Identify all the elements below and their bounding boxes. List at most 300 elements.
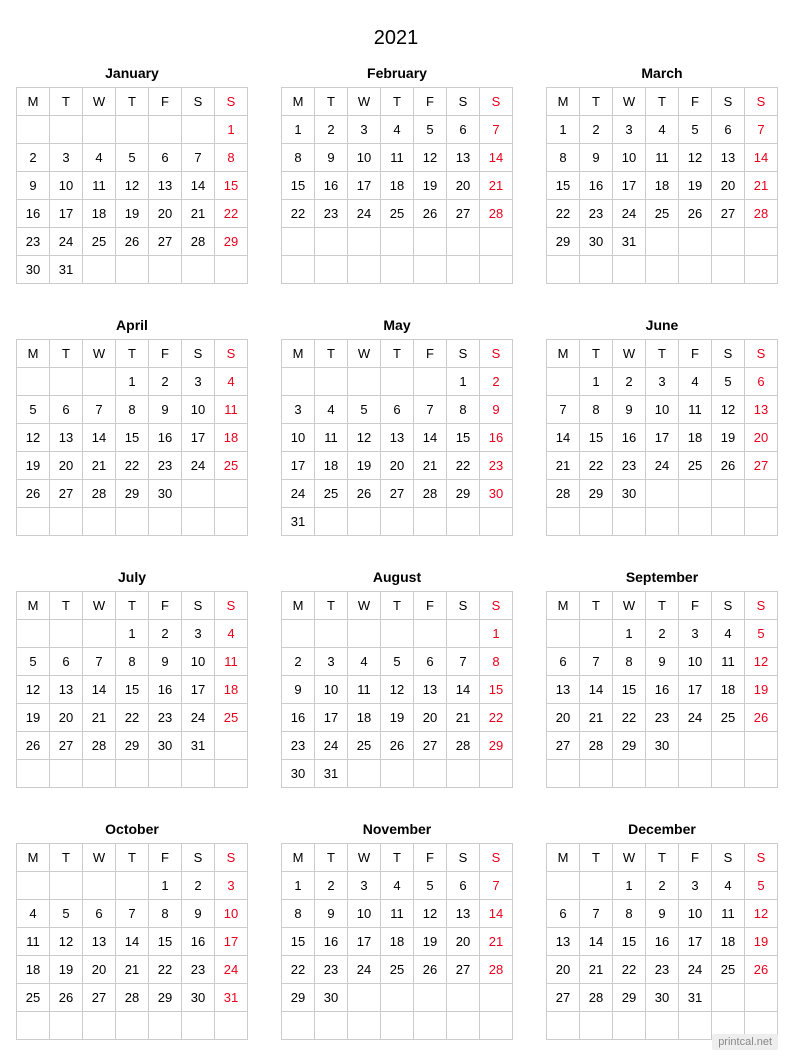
empty-cell — [381, 368, 414, 396]
weekday-header: M — [547, 88, 580, 116]
day-cell: 22 — [282, 200, 315, 228]
day-cell: 11 — [712, 900, 745, 928]
day-cell: 29 — [116, 732, 149, 760]
day-cell: 4 — [646, 116, 679, 144]
day-cell: 2 — [613, 368, 646, 396]
day-cell: 17 — [50, 200, 83, 228]
day-cell: 5 — [414, 116, 447, 144]
weekday-header: S — [745, 340, 778, 368]
day-cell: 15 — [613, 928, 646, 956]
day-cell: 12 — [116, 172, 149, 200]
empty-cell — [745, 732, 778, 760]
day-cell: 19 — [414, 928, 447, 956]
day-cell: 3 — [315, 648, 348, 676]
empty-cell — [381, 1012, 414, 1040]
empty-cell — [348, 508, 381, 536]
day-cell: 20 — [50, 704, 83, 732]
day-cell: 4 — [348, 648, 381, 676]
weekday-header: T — [315, 340, 348, 368]
weekday-header: M — [282, 844, 315, 872]
empty-cell — [282, 620, 315, 648]
empty-cell — [116, 116, 149, 144]
day-cell: 13 — [712, 144, 745, 172]
weekday-header: S — [712, 340, 745, 368]
day-cell: 16 — [646, 676, 679, 704]
day-cell: 21 — [83, 452, 116, 480]
day-cell: 2 — [282, 648, 315, 676]
day-cell: 26 — [745, 704, 778, 732]
empty-cell — [679, 256, 712, 284]
day-cell: 20 — [547, 956, 580, 984]
day-cell: 20 — [447, 928, 480, 956]
day-cell: 16 — [646, 928, 679, 956]
day-cell: 31 — [50, 256, 83, 284]
month-november — [281, 817, 513, 1040]
day-cell: 1 — [547, 116, 580, 144]
day-cell: 21 — [116, 956, 149, 984]
day-cell: 25 — [215, 452, 248, 480]
day-cell: 1 — [613, 872, 646, 900]
day-cell: 12 — [50, 928, 83, 956]
empty-cell — [547, 256, 580, 284]
day-cell: 3 — [348, 116, 381, 144]
day-cell: 27 — [447, 956, 480, 984]
weekday-header: F — [414, 340, 447, 368]
day-cell: 15 — [547, 172, 580, 200]
day-cell: 20 — [381, 452, 414, 480]
empty-cell — [712, 760, 745, 788]
weekday-header: S — [712, 88, 745, 116]
empty-cell — [414, 984, 447, 1012]
day-cell: 30 — [182, 984, 215, 1012]
day-cell: 19 — [712, 424, 745, 452]
day-cell: 25 — [712, 704, 745, 732]
day-cell: 27 — [50, 480, 83, 508]
empty-cell — [646, 760, 679, 788]
empty-cell — [83, 620, 116, 648]
day-cell: 16 — [149, 424, 182, 452]
empty-cell — [480, 228, 513, 256]
day-cell: 13 — [149, 172, 182, 200]
day-cell: 9 — [646, 648, 679, 676]
day-cell: 2 — [646, 620, 679, 648]
empty-cell — [679, 508, 712, 536]
day-cell: 4 — [381, 116, 414, 144]
day-cell: 2 — [646, 872, 679, 900]
day-cell: 12 — [414, 900, 447, 928]
empty-cell — [215, 760, 248, 788]
day-cell: 12 — [17, 676, 50, 704]
day-cell: 22 — [613, 704, 646, 732]
empty-cell — [414, 508, 447, 536]
day-cell: 14 — [580, 928, 613, 956]
day-cell: 10 — [182, 396, 215, 424]
day-cell: 15 — [480, 676, 513, 704]
day-cell: 11 — [381, 144, 414, 172]
day-cell: 24 — [50, 228, 83, 256]
day-cell: 20 — [745, 424, 778, 452]
month-october — [16, 817, 248, 1040]
day-cell: 10 — [315, 676, 348, 704]
empty-cell — [83, 760, 116, 788]
month-days-grid — [281, 591, 513, 788]
day-cell: 5 — [116, 144, 149, 172]
day-cell: 28 — [182, 228, 215, 256]
month-name: May — [383, 317, 411, 333]
day-cell: 9 — [646, 900, 679, 928]
day-cell: 1 — [282, 872, 315, 900]
day-cell: 14 — [447, 676, 480, 704]
empty-cell — [17, 116, 50, 144]
empty-cell — [116, 1012, 149, 1040]
day-cell: 19 — [50, 956, 83, 984]
day-cell: 26 — [381, 732, 414, 760]
day-cell: 10 — [182, 648, 215, 676]
weekday-header: T — [315, 88, 348, 116]
day-cell: 15 — [282, 172, 315, 200]
weekday-header: T — [646, 844, 679, 872]
day-cell: 1 — [282, 116, 315, 144]
empty-cell — [17, 508, 50, 536]
month-january — [16, 61, 248, 284]
day-cell: 18 — [712, 676, 745, 704]
empty-cell — [381, 256, 414, 284]
day-cell: 2 — [182, 872, 215, 900]
day-cell: 16 — [613, 424, 646, 452]
empty-cell — [447, 256, 480, 284]
day-cell: 29 — [547, 228, 580, 256]
weekday-header: S — [447, 340, 480, 368]
day-cell: 22 — [116, 704, 149, 732]
day-cell: 7 — [580, 900, 613, 928]
day-cell: 8 — [547, 144, 580, 172]
day-cell: 7 — [182, 144, 215, 172]
weekday-header: T — [50, 592, 83, 620]
day-cell: 7 — [83, 648, 116, 676]
empty-cell — [613, 760, 646, 788]
day-cell: 16 — [315, 928, 348, 956]
empty-cell — [679, 760, 712, 788]
empty-cell — [712, 256, 745, 284]
day-cell: 19 — [414, 172, 447, 200]
day-cell: 27 — [50, 732, 83, 760]
month-name: December — [628, 821, 696, 837]
day-cell: 24 — [613, 200, 646, 228]
weekday-header: S — [745, 88, 778, 116]
month-days-grid — [16, 87, 248, 284]
day-cell: 24 — [646, 452, 679, 480]
day-cell: 26 — [712, 452, 745, 480]
day-cell: 2 — [315, 872, 348, 900]
day-cell: 15 — [149, 928, 182, 956]
empty-cell — [414, 620, 447, 648]
day-cell: 18 — [381, 928, 414, 956]
empty-cell — [348, 1012, 381, 1040]
day-cell: 6 — [547, 900, 580, 928]
day-cell: 31 — [315, 760, 348, 788]
day-cell: 12 — [414, 144, 447, 172]
day-cell: 18 — [315, 452, 348, 480]
day-cell: 1 — [215, 116, 248, 144]
weekday-header: F — [679, 592, 712, 620]
empty-cell — [149, 1012, 182, 1040]
weekday-header: F — [149, 844, 182, 872]
day-cell: 23 — [282, 732, 315, 760]
month-days-grid — [16, 339, 248, 536]
day-cell: 27 — [547, 984, 580, 1012]
day-cell: 5 — [17, 648, 50, 676]
day-cell: 23 — [149, 704, 182, 732]
day-cell: 22 — [149, 956, 182, 984]
day-cell: 27 — [745, 452, 778, 480]
weekday-header: T — [116, 88, 149, 116]
empty-cell — [381, 760, 414, 788]
month-days-grid — [16, 843, 248, 1040]
day-cell: 27 — [712, 200, 745, 228]
day-cell: 24 — [215, 956, 248, 984]
weekday-header: M — [282, 340, 315, 368]
day-cell: 18 — [215, 424, 248, 452]
day-cell: 26 — [745, 956, 778, 984]
day-cell: 20 — [447, 172, 480, 200]
weekday-header: M — [547, 844, 580, 872]
day-cell: 5 — [17, 396, 50, 424]
day-cell: 14 — [745, 144, 778, 172]
day-cell: 1 — [116, 620, 149, 648]
day-cell: 9 — [613, 396, 646, 424]
weekday-header: T — [50, 340, 83, 368]
empty-cell — [182, 116, 215, 144]
day-cell: 23 — [580, 200, 613, 228]
day-cell: 18 — [215, 676, 248, 704]
day-cell: 18 — [83, 200, 116, 228]
day-cell: 13 — [50, 424, 83, 452]
day-cell: 18 — [646, 172, 679, 200]
day-cell: 10 — [348, 144, 381, 172]
month-days-grid — [546, 339, 778, 536]
weekday-header: F — [414, 844, 447, 872]
empty-cell — [447, 1012, 480, 1040]
empty-cell — [348, 368, 381, 396]
day-cell: 12 — [745, 900, 778, 928]
day-cell: 23 — [315, 956, 348, 984]
weekday-header: M — [17, 340, 50, 368]
day-cell: 13 — [547, 676, 580, 704]
day-cell: 3 — [182, 368, 215, 396]
day-cell: 9 — [315, 144, 348, 172]
empty-cell — [149, 256, 182, 284]
day-cell: 18 — [712, 928, 745, 956]
weekday-header: T — [381, 592, 414, 620]
day-cell: 28 — [580, 984, 613, 1012]
day-cell: 10 — [282, 424, 315, 452]
empty-cell — [348, 256, 381, 284]
weekday-header: W — [348, 592, 381, 620]
day-cell: 30 — [480, 480, 513, 508]
empty-cell — [17, 760, 50, 788]
day-cell: 15 — [447, 424, 480, 452]
empty-cell — [149, 508, 182, 536]
empty-cell — [50, 620, 83, 648]
day-cell: 6 — [50, 648, 83, 676]
month-name: September — [625, 569, 699, 585]
day-cell: 11 — [83, 172, 116, 200]
weekday-header: W — [83, 844, 116, 872]
day-cell: 16 — [282, 704, 315, 732]
day-cell: 10 — [50, 172, 83, 200]
empty-cell — [646, 1012, 679, 1040]
day-cell: 14 — [547, 424, 580, 452]
weekday-header: S — [215, 592, 248, 620]
weekday-header: T — [580, 88, 613, 116]
weekday-header: S — [712, 592, 745, 620]
day-cell: 3 — [613, 116, 646, 144]
empty-cell — [215, 508, 248, 536]
day-cell: 27 — [83, 984, 116, 1012]
empty-cell — [547, 760, 580, 788]
day-cell: 30 — [282, 760, 315, 788]
empty-cell — [17, 872, 50, 900]
day-cell: 4 — [712, 620, 745, 648]
empty-cell — [480, 760, 513, 788]
day-cell: 29 — [149, 984, 182, 1012]
weekday-header: T — [580, 844, 613, 872]
day-cell: 12 — [712, 396, 745, 424]
empty-cell — [679, 480, 712, 508]
empty-cell — [712, 984, 745, 1012]
day-cell: 27 — [149, 228, 182, 256]
day-cell: 7 — [83, 396, 116, 424]
day-cell: 16 — [149, 676, 182, 704]
day-cell: 7 — [547, 396, 580, 424]
day-cell: 2 — [149, 620, 182, 648]
day-cell: 16 — [480, 424, 513, 452]
empty-cell — [50, 508, 83, 536]
empty-cell — [315, 228, 348, 256]
day-cell: 23 — [182, 956, 215, 984]
day-cell: 17 — [679, 676, 712, 704]
empty-cell — [613, 256, 646, 284]
day-cell: 10 — [215, 900, 248, 928]
empty-cell — [580, 1012, 613, 1040]
day-cell: 22 — [282, 956, 315, 984]
day-cell: 30 — [613, 480, 646, 508]
weekday-header: F — [149, 340, 182, 368]
day-cell: 8 — [282, 900, 315, 928]
empty-cell — [480, 984, 513, 1012]
day-cell: 23 — [17, 228, 50, 256]
empty-cell — [580, 620, 613, 648]
day-cell: 8 — [613, 648, 646, 676]
day-cell: 3 — [348, 872, 381, 900]
day-cell: 1 — [580, 368, 613, 396]
day-cell: 5 — [679, 116, 712, 144]
empty-cell — [182, 256, 215, 284]
empty-cell — [282, 256, 315, 284]
weekday-header: T — [381, 340, 414, 368]
month-name: June — [645, 317, 679, 333]
month-june — [546, 313, 778, 536]
weekday-header: S — [480, 340, 513, 368]
weekday-header: W — [613, 340, 646, 368]
day-cell: 26 — [679, 200, 712, 228]
year-title: 2021 — [373, 27, 419, 49]
empty-cell — [116, 508, 149, 536]
day-cell: 21 — [547, 452, 580, 480]
weekday-header: M — [17, 88, 50, 116]
day-cell: 2 — [580, 116, 613, 144]
day-cell: 20 — [712, 172, 745, 200]
day-cell: 19 — [745, 676, 778, 704]
day-cell: 3 — [215, 872, 248, 900]
day-cell: 30 — [17, 256, 50, 284]
empty-cell — [50, 368, 83, 396]
day-cell: 1 — [480, 620, 513, 648]
day-cell: 18 — [381, 172, 414, 200]
weekday-header: T — [315, 844, 348, 872]
day-cell: 3 — [182, 620, 215, 648]
day-cell: 10 — [348, 900, 381, 928]
day-cell: 22 — [480, 704, 513, 732]
empty-cell — [447, 760, 480, 788]
day-cell: 5 — [745, 872, 778, 900]
day-cell: 4 — [215, 368, 248, 396]
month-march — [546, 61, 778, 284]
empty-cell — [414, 256, 447, 284]
day-cell: 3 — [679, 872, 712, 900]
day-cell: 9 — [17, 172, 50, 200]
day-cell: 18 — [348, 704, 381, 732]
empty-cell — [580, 872, 613, 900]
day-cell: 24 — [182, 704, 215, 732]
month-days-grid — [16, 591, 248, 788]
day-cell: 31 — [182, 732, 215, 760]
month-august — [281, 565, 513, 788]
day-cell: 17 — [282, 452, 315, 480]
day-cell: 5 — [381, 648, 414, 676]
day-cell: 27 — [414, 732, 447, 760]
day-cell: 21 — [83, 704, 116, 732]
day-cell: 4 — [679, 368, 712, 396]
day-cell: 26 — [414, 956, 447, 984]
day-cell: 8 — [613, 900, 646, 928]
month-july — [16, 565, 248, 788]
day-cell: 30 — [646, 732, 679, 760]
day-cell: 4 — [83, 144, 116, 172]
month-days-grid — [281, 339, 513, 536]
empty-cell — [83, 1012, 116, 1040]
empty-cell — [282, 368, 315, 396]
day-cell: 31 — [215, 984, 248, 1012]
day-cell: 29 — [282, 984, 315, 1012]
empty-cell — [745, 256, 778, 284]
day-cell: 31 — [679, 984, 712, 1012]
day-cell: 25 — [646, 200, 679, 228]
day-cell: 9 — [580, 144, 613, 172]
day-cell: 13 — [447, 144, 480, 172]
empty-cell — [83, 872, 116, 900]
empty-cell — [414, 228, 447, 256]
month-days-grid — [546, 843, 778, 1040]
day-cell: 12 — [381, 676, 414, 704]
empty-cell — [381, 228, 414, 256]
month-days-grid — [281, 87, 513, 284]
weekday-header: S — [182, 340, 215, 368]
day-cell: 22 — [580, 452, 613, 480]
empty-cell — [149, 116, 182, 144]
empty-cell — [414, 368, 447, 396]
day-cell: 3 — [282, 396, 315, 424]
